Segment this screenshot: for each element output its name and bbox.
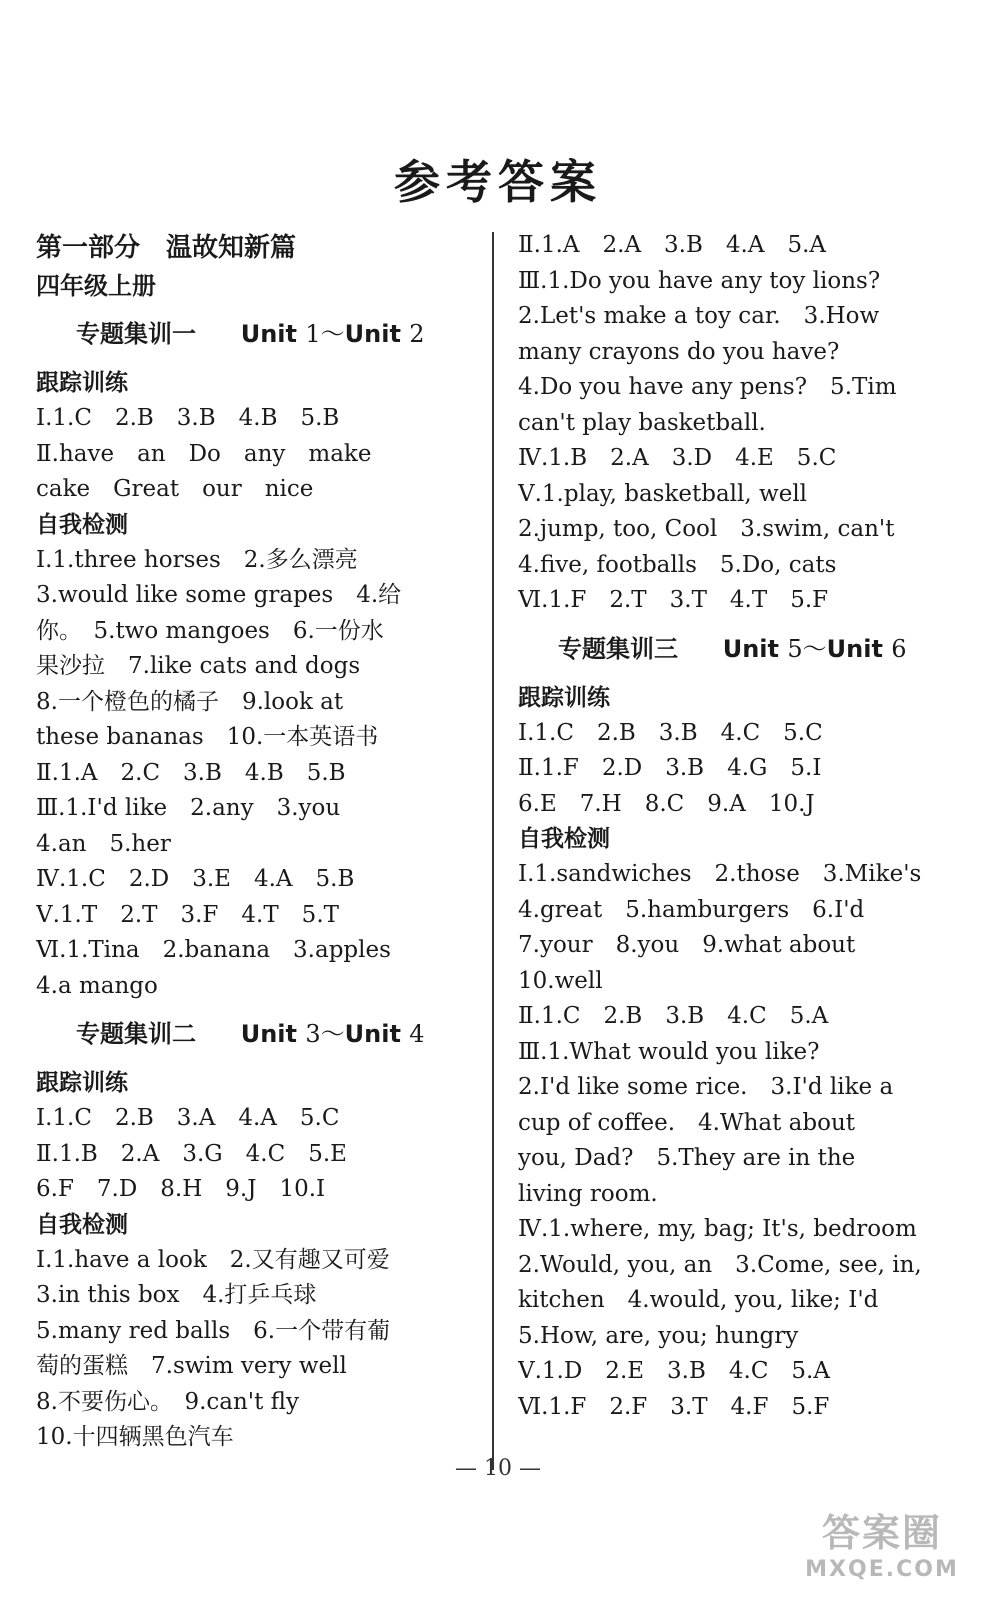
section-heading: 自我检测 [518, 826, 610, 852]
answer-line: 你。 5.two mangoes 6.一份水 [36, 617, 384, 644]
answer-line: 2.jump, too, Cool 3.swim, can't [518, 516, 895, 542]
answer-line: 6.F 7.D 8.H 9.J 10.I [36, 1176, 326, 1202]
left-column [36, 228, 476, 1456]
answer-line: Ⅰ.1.have a look 2.又有趣又可爱 [36, 1246, 390, 1273]
answer-line: Ⅵ.1.Tina 2.banana 3.apples [36, 937, 391, 963]
answer-line: Ⅳ.1.B 2.A 3.D 4.E 5.C [518, 445, 837, 471]
answer-line: Ⅱ.1.A 2.A 3.B 4.A 5.A [518, 232, 827, 258]
answer-line: Ⅱ.1.F 2.D 3.B 4.G 5.I [518, 755, 822, 781]
page-number: — 10 — [455, 1456, 541, 1481]
answer-line: can't play basketball. [518, 409, 766, 436]
section-heading: 跟踪训练 [518, 684, 610, 711]
answer-line: 4.great 5.hamburgers 6.I'd [518, 896, 865, 923]
answer-line: Ⅵ.1.F 2.F 3.T 4.F 5.F [518, 1393, 830, 1420]
answer-block [518, 857, 958, 1425]
right-column [518, 228, 958, 1425]
answer-line: Ⅴ.1.T 2.T 3.F 4.T 5.T [36, 901, 339, 928]
topic-heading-2: 专题集训二 Unit 3～Unit 4 [76, 1020, 425, 1048]
answer-line: Ⅱ.have an Do any make [36, 440, 372, 467]
answer-line: 2.Let's make a toy car. 3.How [518, 303, 880, 329]
answer-line: 萄的蛋糕 7.swim very well [36, 1353, 347, 1379]
answer-line: Ⅰ.1.C 2.B 3.B 4.C 5.C [518, 719, 823, 746]
answer-line: cup of coffee. 4.What about [518, 1109, 856, 1136]
answer-line: 果沙拉 7.like cats and dogs [36, 653, 361, 679]
answer-line: Ⅱ.1.C 2.B 3.B 4.C 5.A [518, 1003, 829, 1029]
answer-line: living room. [518, 1180, 658, 1207]
answer-line: Ⅲ.1.What would you like? [518, 1038, 820, 1065]
answer-line: 3.in this box 4.打乒乓球 [36, 1282, 317, 1308]
answer-line: 7.your 8.you 9.what about [518, 932, 856, 958]
answer-line: 8.不要伤心。 9.can't fly [36, 1388, 300, 1415]
answer-line: 10.十四辆黑色汽车 [36, 1424, 234, 1450]
answer-line: 5.many red balls 6.一个带有葡 [36, 1317, 391, 1344]
answer-line: 2.I'd like some rice. 3.I'd like a [518, 1074, 894, 1100]
answer-line: 4.Do you have any pens? 5.Tim [518, 374, 897, 400]
answer-block [518, 228, 958, 619]
section-heading: 自我检测 [36, 1211, 128, 1238]
answer-block [36, 1101, 476, 1208]
column-divider [492, 232, 494, 1470]
answer-line: you, Dad? 5.They are in the [518, 1145, 856, 1171]
answer-line: Ⅳ.1.where, my, bag; It's, bedroom [518, 1216, 917, 1242]
answer-line: 4.an 5.her [36, 830, 171, 857]
answer-line: 3.would like some grapes 4.给 [36, 582, 402, 608]
answer-line: Ⅴ.1.play, basketball, well [518, 480, 808, 507]
answer-line: Ⅰ.1.C 2.B 3.B 4.B 5.B [36, 405, 340, 431]
section-heading: 跟踪训练 [36, 1070, 128, 1096]
answer-line: Ⅲ.1.I'd like 2.any 3.you [36, 795, 341, 821]
answer-block [36, 401, 476, 508]
page-title: 参考答案 [394, 155, 602, 209]
answer-line: 4.five, footballs 5.Do, cats [518, 551, 837, 578]
answer-line: cake Great our nice [36, 476, 314, 502]
answer-line: many crayons do you have? [518, 338, 840, 365]
answer-line: Ⅲ.1.Do you have any toy lions? [518, 267, 881, 294]
answer-line: 10.well [518, 967, 603, 994]
answer-line: 2.Would, you, an 3.Come, see, in, [518, 1251, 922, 1278]
answer-block [36, 543, 476, 1005]
answer-line: kitchen 4.would, you, like; I'd [518, 1287, 879, 1313]
watermark-url: MXQE.COM [805, 1557, 959, 1582]
answer-line: Ⅵ.1.F 2.T 3.T 4.T 5.F [518, 587, 829, 613]
topic-heading-3: 专题集训三 Unit 5～Unit 6 [558, 634, 907, 663]
section-heading: 跟踪训练 [36, 370, 128, 396]
answer-line: Ⅱ.1.A 2.C 3.B 4.B 5.B [36, 759, 346, 786]
answer-block [36, 1243, 476, 1456]
watermark-text: 答案圈 [821, 1511, 942, 1555]
answer-line: Ⅰ.1.sandwiches 2.those 3.Mike's [518, 861, 922, 887]
answer-line: Ⅱ.1.B 2.A 3.G 4.C 5.E [36, 1140, 347, 1167]
answer-line: Ⅰ.1.three horses 2.多么漂亮 [36, 546, 358, 573]
answer-line: Ⅰ.1.C 2.B 3.A 4.A 5.C [36, 1105, 340, 1131]
answer-block [518, 716, 958, 823]
answer-line: these bananas 10.一本英语书 [36, 724, 379, 750]
answer-line: 6.E 7.H 8.C 9.A 10.J [518, 790, 815, 817]
grade-heading: 四年级上册 [36, 272, 156, 300]
watermark-logo [782, 1510, 982, 1592]
answer-line: 5.How, are, you; hungry [518, 1322, 799, 1349]
answer-line: 8.一个橙色的橘子 9.look at [36, 688, 344, 715]
answer-line: Ⅴ.1.D 2.E 3.B 4.C 5.A [518, 1358, 830, 1384]
answer-line: 4.a mango [36, 972, 158, 999]
part-title: 第一部分 温故知新篇 [36, 233, 297, 263]
section-heading: 自我检测 [36, 511, 128, 538]
topic-heading-1: 专题集训一 Unit 1～Unit 2 [76, 320, 425, 348]
answer-line: Ⅳ.1.C 2.D 3.E 4.A 5.B [36, 866, 355, 892]
